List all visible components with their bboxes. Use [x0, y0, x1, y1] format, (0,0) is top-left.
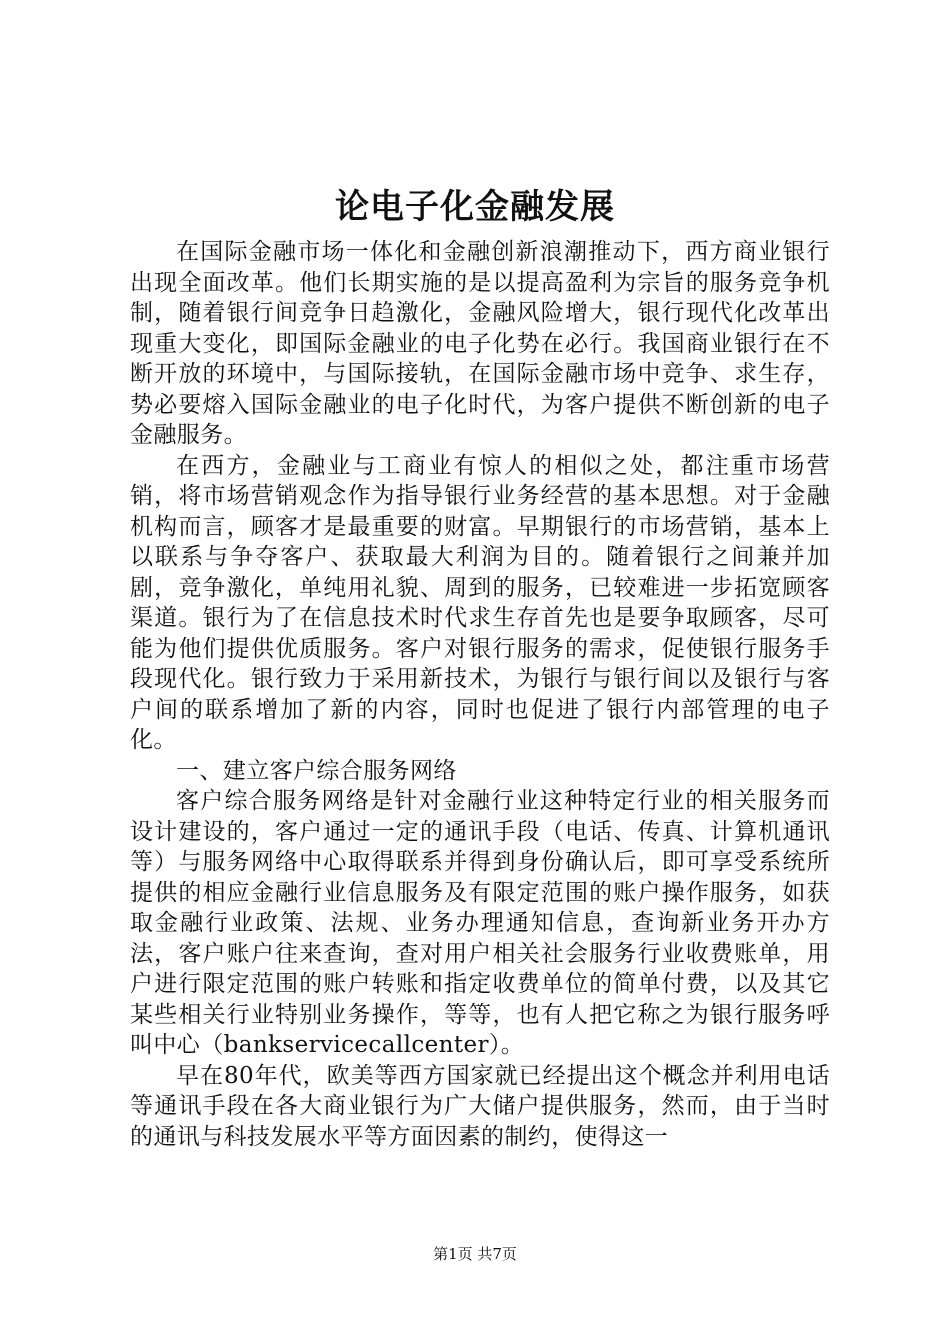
- section-heading: 一、建立客户综合服务网络: [176, 757, 457, 784]
- paragraph: 在西方，金融业与工商业有惊人的相似之处，都注重市场营销，将市场营销观念作为指导银行业务经营的基本思想。对于金融机构而言，顾客才是最重要的财富。早期银行的市场营销，基本上以联系与争夺客户、获取最大利润为目的。随着银行之间兼并加剧，竞争激化，单纯用礼貌、周到的服务，已较难进一步拓宽顾客渠道。银行为了在信息技术时代求生存首先也是要争取顾客，尽可能为他们提供优质服务。客户对银行服务的需求，促使银行服务手段现代化。银行致力于采用新技术，为银行与银行间以及银行与客户间的联系增加了新的内容，同时也促进了银行内部管理的电子化。: [130, 452, 830, 753]
- paragraph: 早在80年代，欧美等西方国家就已经提出这个概念并利用电话等通讯手段在各大商业银行为广大储户提供服务，然而，由于当时的通讯与科技发展水平等方面因素的制约，使得这一: [130, 1062, 830, 1150]
- paragraph: 在国际金融市场一体化和金融创新浪潮推动下，西方商业银行出现全面改革。他们长期实施的是以提高盈利为宗旨的服务竞争机制，随着银行间竞争日趋激化，金融风险增大，银行现代化改革出现重大变化，即国际金融业的电子化势在必行。我国商业银行在不断开放的环境中，与国际接轨，在国际金融市场中竞争、求生存，势必要熔入国际金融业的电子化时代，为客户提供不断创新的电子金融服务。: [130, 239, 830, 448]
- document-body: [130, 237, 830, 1152]
- document-title: 论电子化金融发展: [335, 187, 615, 227]
- paragraph: 客户综合服务网络是针对金融行业这种特定行业的相关服务而设计建设的，客户通过一定的通讯手段（电话、传真、计算机通讯等）与服务网络中心取得联系并得到身份确认后，即可享受系统所提供的相应金融行业信息服务及有限定范围的账户操作服务，如获取金融行业政策、法规、业务办理通知信息，查询新业务开办方法，客户账户往来查询，查对用户相关社会服务行业收费账单，用户进行限定范围的账户转账和指定收费单位的简单付费，以及其它某些相关行业特别业务操作，等等，也有人把它称之为银行服务呼叫中心（bankservicecallcenter）。: [130, 788, 830, 1058]
- page-footer: 第1页 共7页: [433, 1245, 517, 1263]
